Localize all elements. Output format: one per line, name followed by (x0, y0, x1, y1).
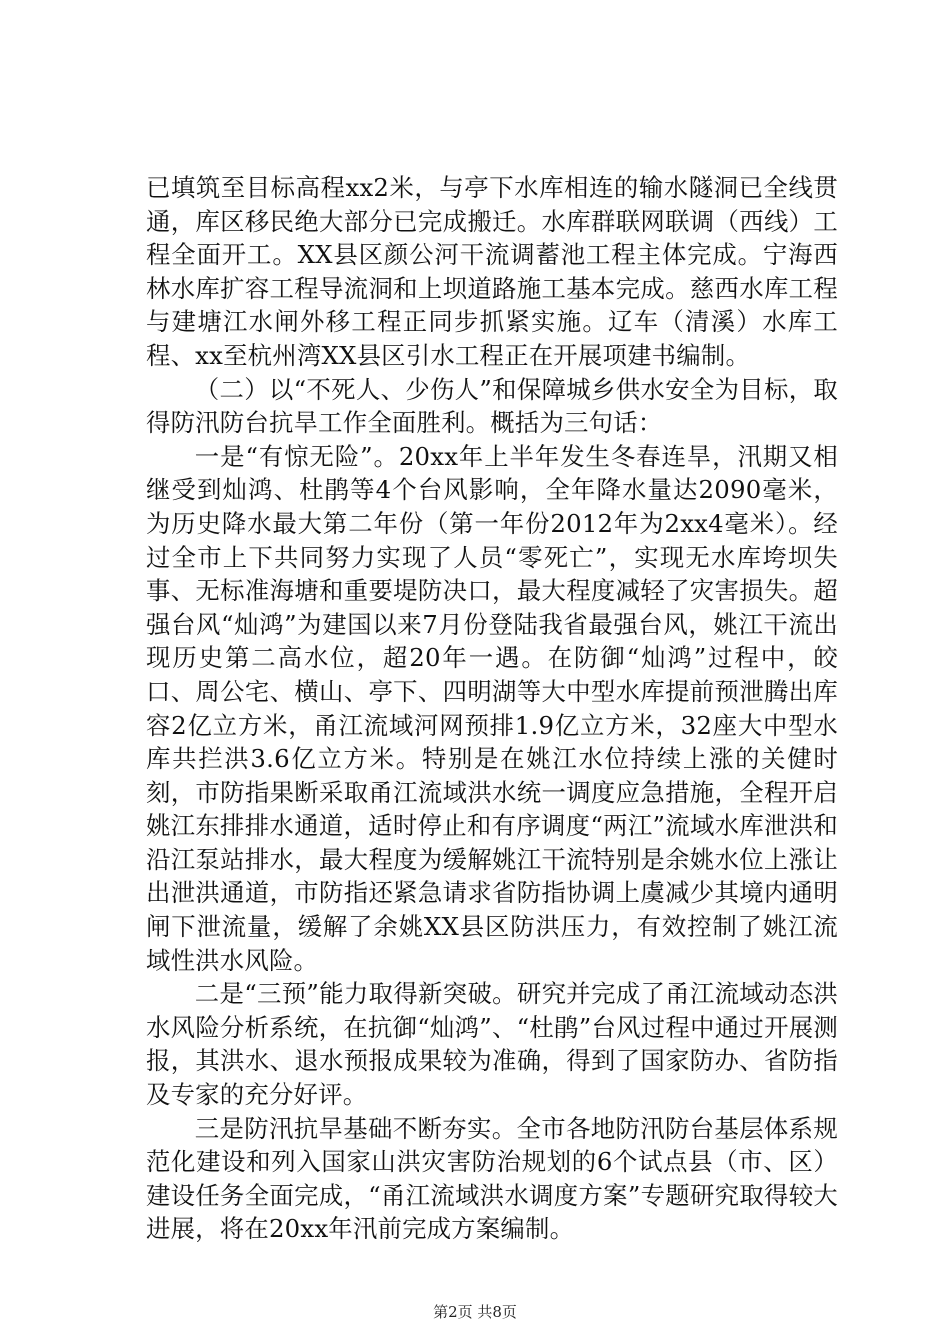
paragraph-4: 二是“三预”能力取得新突破。研究并完成了甬江流域动态洪水风险分析系统，在抗御“灿鸿”、“杜鹃”台风过程中通过开展测报，其洪水、退水预报成果较为准确，得到了国家防办、省防指及专家的充分好评。 (146, 979, 838, 1110)
paragraph-5: 三是防汛抗旱基础不断夯实。全市各地防汛防台基层体系规范化建设和列入国家山洪灾害防治规划的6个试点县（市、区）建设任务全面完成，“甬江流域洪水调度方案”专题研究取得较大进展，将在20xx年汛前完成方案编制。 (146, 1113, 838, 1244)
document-body (146, 171, 838, 1246)
paragraph-2: （二）以“不死人、少伤人”和保障城乡供水安全为目标，取得防汛防台抗旱工作全面胜利。概括为三句话： (146, 374, 838, 438)
page-footer (0, 1302, 950, 1322)
paragraph-3: 一是“有惊无险”。20xx年上半年发生冬春连旱，汛期又相继受到灿鸿、杜鹃等4个台风影响，全年降水量达2090毫米，为历史降水最大第二年份（第一年份2012年为2xx4毫米）。经过全市上下共同努力实现了人员“零死亡”，实现无水库垮坝失事、无标准海塘和重要堤防决口，最大程度减轻了灾害损失。超强台风“灿鸿”为建国以来7月份登陆我省最强台风，姚江干流出现历史第二高水位，超20年一遇。在防御“灿鸿”过程中，皎口、周公宅、横山、亭下、四明湖等大中型水库提前预泄腾出库容2亿立方米，甬江流域河网预排1.9亿立方米，32座大中型水库共拦洪3.6亿立方米。特别是在姚江水位持续上涨的关健时刻，市防指果断采取甬江流域洪水统一调度应急措施，全程开启姚江东排排水通道，适时停止和有序调度“两江”流域水库泄洪和沿江泵站排水，最大程度为缓解姚江干流特别是余姚水位上涨让出泄洪通道，市防指还紧急请求省防指协调上虞减少其境内通明闸下泄流量，缓解了余姚XX县区防洪压力，有效控制了姚江流域性洪水风险。 (146, 441, 838, 975)
page-number-label: 第2页 共8页 (433, 1303, 517, 1321)
paragraph-1: 已填筑至目标高程xx2米，与亭下水库相连的输水隧洞已全线贯通，库区移民绝大部分已完成搬迁。水库群联网联调（西线）工程全面开工。XX县区颜公河干流调蓄池工程主体完成。宁海西林水库扩容工程导流洞和上坝道路施工基本完成。慈西水库工程与建塘江水闸外移工程正同步抓紧实施。辽车（清溪）水库工程、xx至杭州湾XX县区引水工程正在开展项建书编制。 (146, 173, 838, 370)
